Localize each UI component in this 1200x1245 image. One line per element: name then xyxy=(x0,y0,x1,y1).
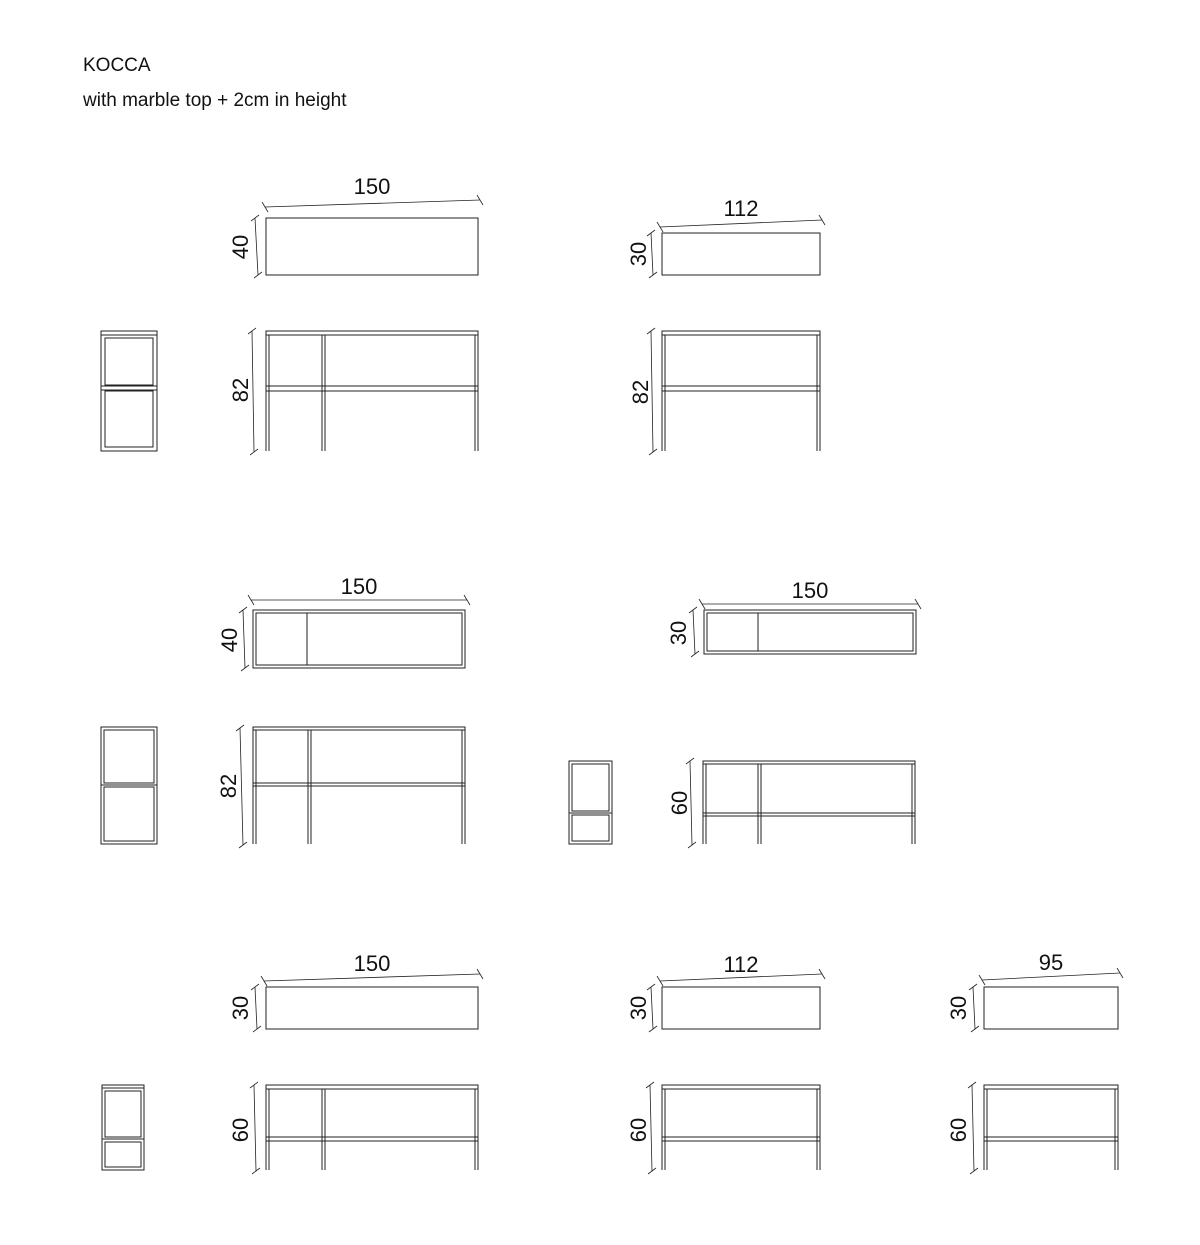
top-view xyxy=(266,218,478,275)
height-dimension xyxy=(946,1082,978,1174)
top-outline xyxy=(984,987,1118,1029)
width-label: 150 xyxy=(340,574,378,599)
height-dimension xyxy=(228,328,258,455)
depth-dimension xyxy=(666,607,699,657)
top-outline xyxy=(253,610,465,668)
width-label: 150 xyxy=(353,951,391,976)
front-view xyxy=(984,1085,1118,1170)
front-view xyxy=(266,331,478,451)
width-label: 150 xyxy=(353,174,391,199)
height-dimension xyxy=(216,725,247,848)
depth-dimension xyxy=(626,230,657,278)
width-label: 112 xyxy=(723,196,759,221)
top-outline xyxy=(704,610,916,654)
height-label: 60 xyxy=(946,1117,971,1143)
side-view xyxy=(101,727,157,844)
drawing-title: KOCCA xyxy=(83,55,151,76)
width-dimension xyxy=(248,574,470,605)
drawing-subtitle: with marble top + 2cm in height xyxy=(83,90,347,111)
height-dimension xyxy=(667,758,696,848)
top-outline xyxy=(266,987,478,1029)
depth-label: 30 xyxy=(946,995,971,1021)
width-label: 95 xyxy=(1038,950,1064,975)
front-view xyxy=(662,1085,820,1170)
top-view xyxy=(704,610,916,654)
width-dimension xyxy=(657,952,825,986)
top-outline xyxy=(662,987,820,1029)
top-outline xyxy=(266,218,478,275)
depth-dimension xyxy=(217,607,249,671)
width-dimension xyxy=(979,950,1123,985)
depth-dimension xyxy=(228,215,262,278)
side-view xyxy=(101,331,157,451)
group-5 xyxy=(102,951,483,1174)
height-label: 60 xyxy=(667,790,692,816)
top-outline xyxy=(662,233,820,275)
height-label: 60 xyxy=(626,1117,651,1143)
height-label: 82 xyxy=(228,377,253,403)
top-view xyxy=(253,610,465,668)
group-2 xyxy=(626,196,825,455)
top-view xyxy=(662,987,820,1029)
width-dimension xyxy=(262,174,483,212)
group-7 xyxy=(946,950,1123,1174)
front-view xyxy=(703,761,915,844)
side-view xyxy=(569,761,612,844)
depth-dimension xyxy=(946,984,979,1032)
depth-label: 30 xyxy=(626,995,651,1021)
height-label: 60 xyxy=(228,1117,253,1143)
top-view xyxy=(266,987,478,1029)
top-view xyxy=(984,987,1118,1029)
depth-label: 30 xyxy=(666,620,691,646)
top-view xyxy=(662,233,820,275)
depth-label: 40 xyxy=(217,627,242,653)
width-dimension xyxy=(699,578,921,609)
front-view xyxy=(253,727,465,844)
depth-label: 30 xyxy=(626,241,651,267)
group-4 xyxy=(569,578,921,848)
depth-dimension xyxy=(626,984,657,1032)
height-label: 82 xyxy=(628,379,653,405)
depth-label: 30 xyxy=(228,995,253,1021)
depth-label: 40 xyxy=(228,234,253,260)
height-dimension xyxy=(628,328,657,455)
height-dimension xyxy=(228,1082,260,1174)
group-6 xyxy=(626,952,825,1174)
width-dimension xyxy=(261,951,483,986)
depth-dimension xyxy=(228,984,261,1032)
side-view xyxy=(102,1085,144,1170)
height-label: 82 xyxy=(216,773,241,799)
width-dimension xyxy=(657,196,825,232)
front-view xyxy=(662,331,820,451)
height-dimension xyxy=(626,1082,656,1174)
width-label: 150 xyxy=(791,578,829,603)
front-view xyxy=(266,1085,478,1170)
group-1 xyxy=(101,174,483,455)
group-3 xyxy=(101,574,470,848)
width-label: 112 xyxy=(723,952,759,977)
